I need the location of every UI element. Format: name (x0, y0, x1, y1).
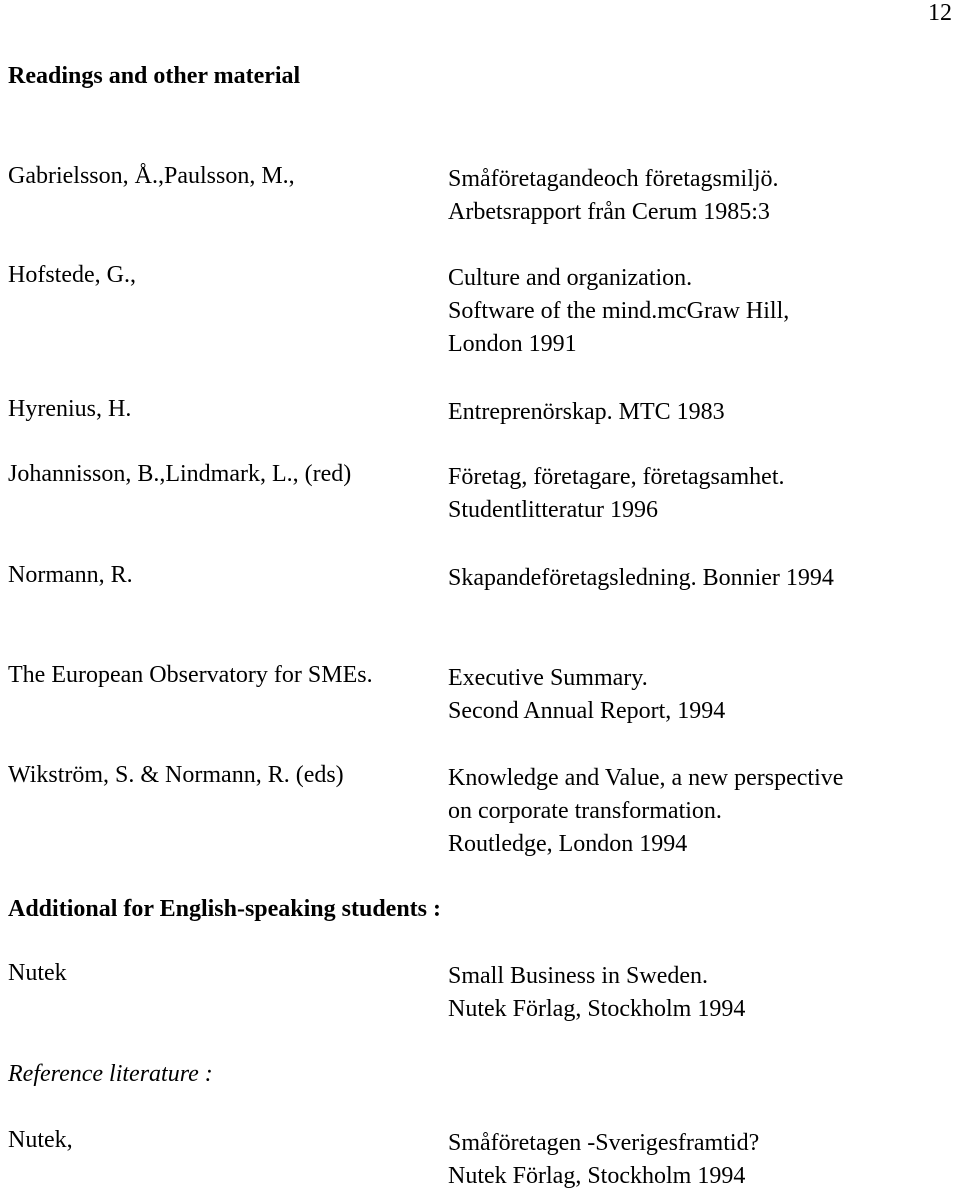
reference-author: Gabrielsson, Å.,Paulsson, M., (8, 163, 295, 189)
reference-literature-heading: Reference literature : (8, 1061, 213, 1087)
reference-author: The European Observatory for SMEs. (8, 662, 373, 688)
reference-work (448, 396, 953, 429)
reference-author: Nutek, (8, 1127, 73, 1153)
reference-author: Hofstede, G., (8, 262, 136, 288)
reference-line: Småföretagen -Sverigesframtid? (448, 1130, 760, 1156)
reference-line: Knowledge and Value, a new perspective (448, 765, 844, 791)
reference-line: on corporate transformation. (448, 798, 722, 824)
additional-heading: Additional for English-speaking students : (8, 896, 442, 922)
reference-work (448, 562, 953, 595)
reference-line: Småföretagandeoch företagsmiljö. (448, 166, 779, 192)
reference-line: Small Business in Sweden. (448, 963, 709, 989)
reference-author: Johannisson, B.,Lindmark, L., (red) (8, 461, 352, 487)
reference-line: Skapandeföretagsledning. Bonnier 1994 (448, 565, 834, 591)
reference-line: Software of the mind.mcGraw Hill, (448, 298, 790, 324)
reference-line: Nutek Förlag, Stockholm 1994 (448, 1163, 746, 1189)
page-number: 12 (928, 0, 952, 26)
section-heading: Readings and other material (8, 63, 301, 89)
reference-work (448, 163, 953, 229)
reference-line: Second Annual Report, 1994 (448, 698, 726, 724)
reference-line: Executive Summary. (448, 665, 648, 691)
reference-author: Nutek (8, 960, 67, 986)
reference-author: Normann, R. (8, 562, 133, 588)
reference-work (448, 662, 953, 728)
reference-line: Studentlitteratur 1996 (448, 497, 658, 523)
reference-line: Arbetsrapport från Cerum 1985:3 (448, 199, 770, 225)
reference-author: Hyrenius, H. (8, 396, 132, 422)
reference-work (448, 1127, 953, 1193)
reference-work (448, 262, 953, 361)
reference-author: Wikström, S. & Normann, R. (eds) (8, 762, 344, 788)
reference-line: Företag, företagare, företagsamhet. (448, 464, 785, 490)
reference-line: Culture and organization. (448, 265, 693, 291)
reference-line: Routledge, London 1994 (448, 831, 688, 857)
reference-work (448, 762, 953, 861)
reference-line: Nutek Förlag, Stockholm 1994 (448, 996, 746, 1022)
reference-work (448, 960, 953, 1026)
reference-work (448, 461, 953, 527)
reference-line: Entreprenörskap. MTC 1983 (448, 399, 725, 425)
reference-line: London 1991 (448, 331, 577, 357)
